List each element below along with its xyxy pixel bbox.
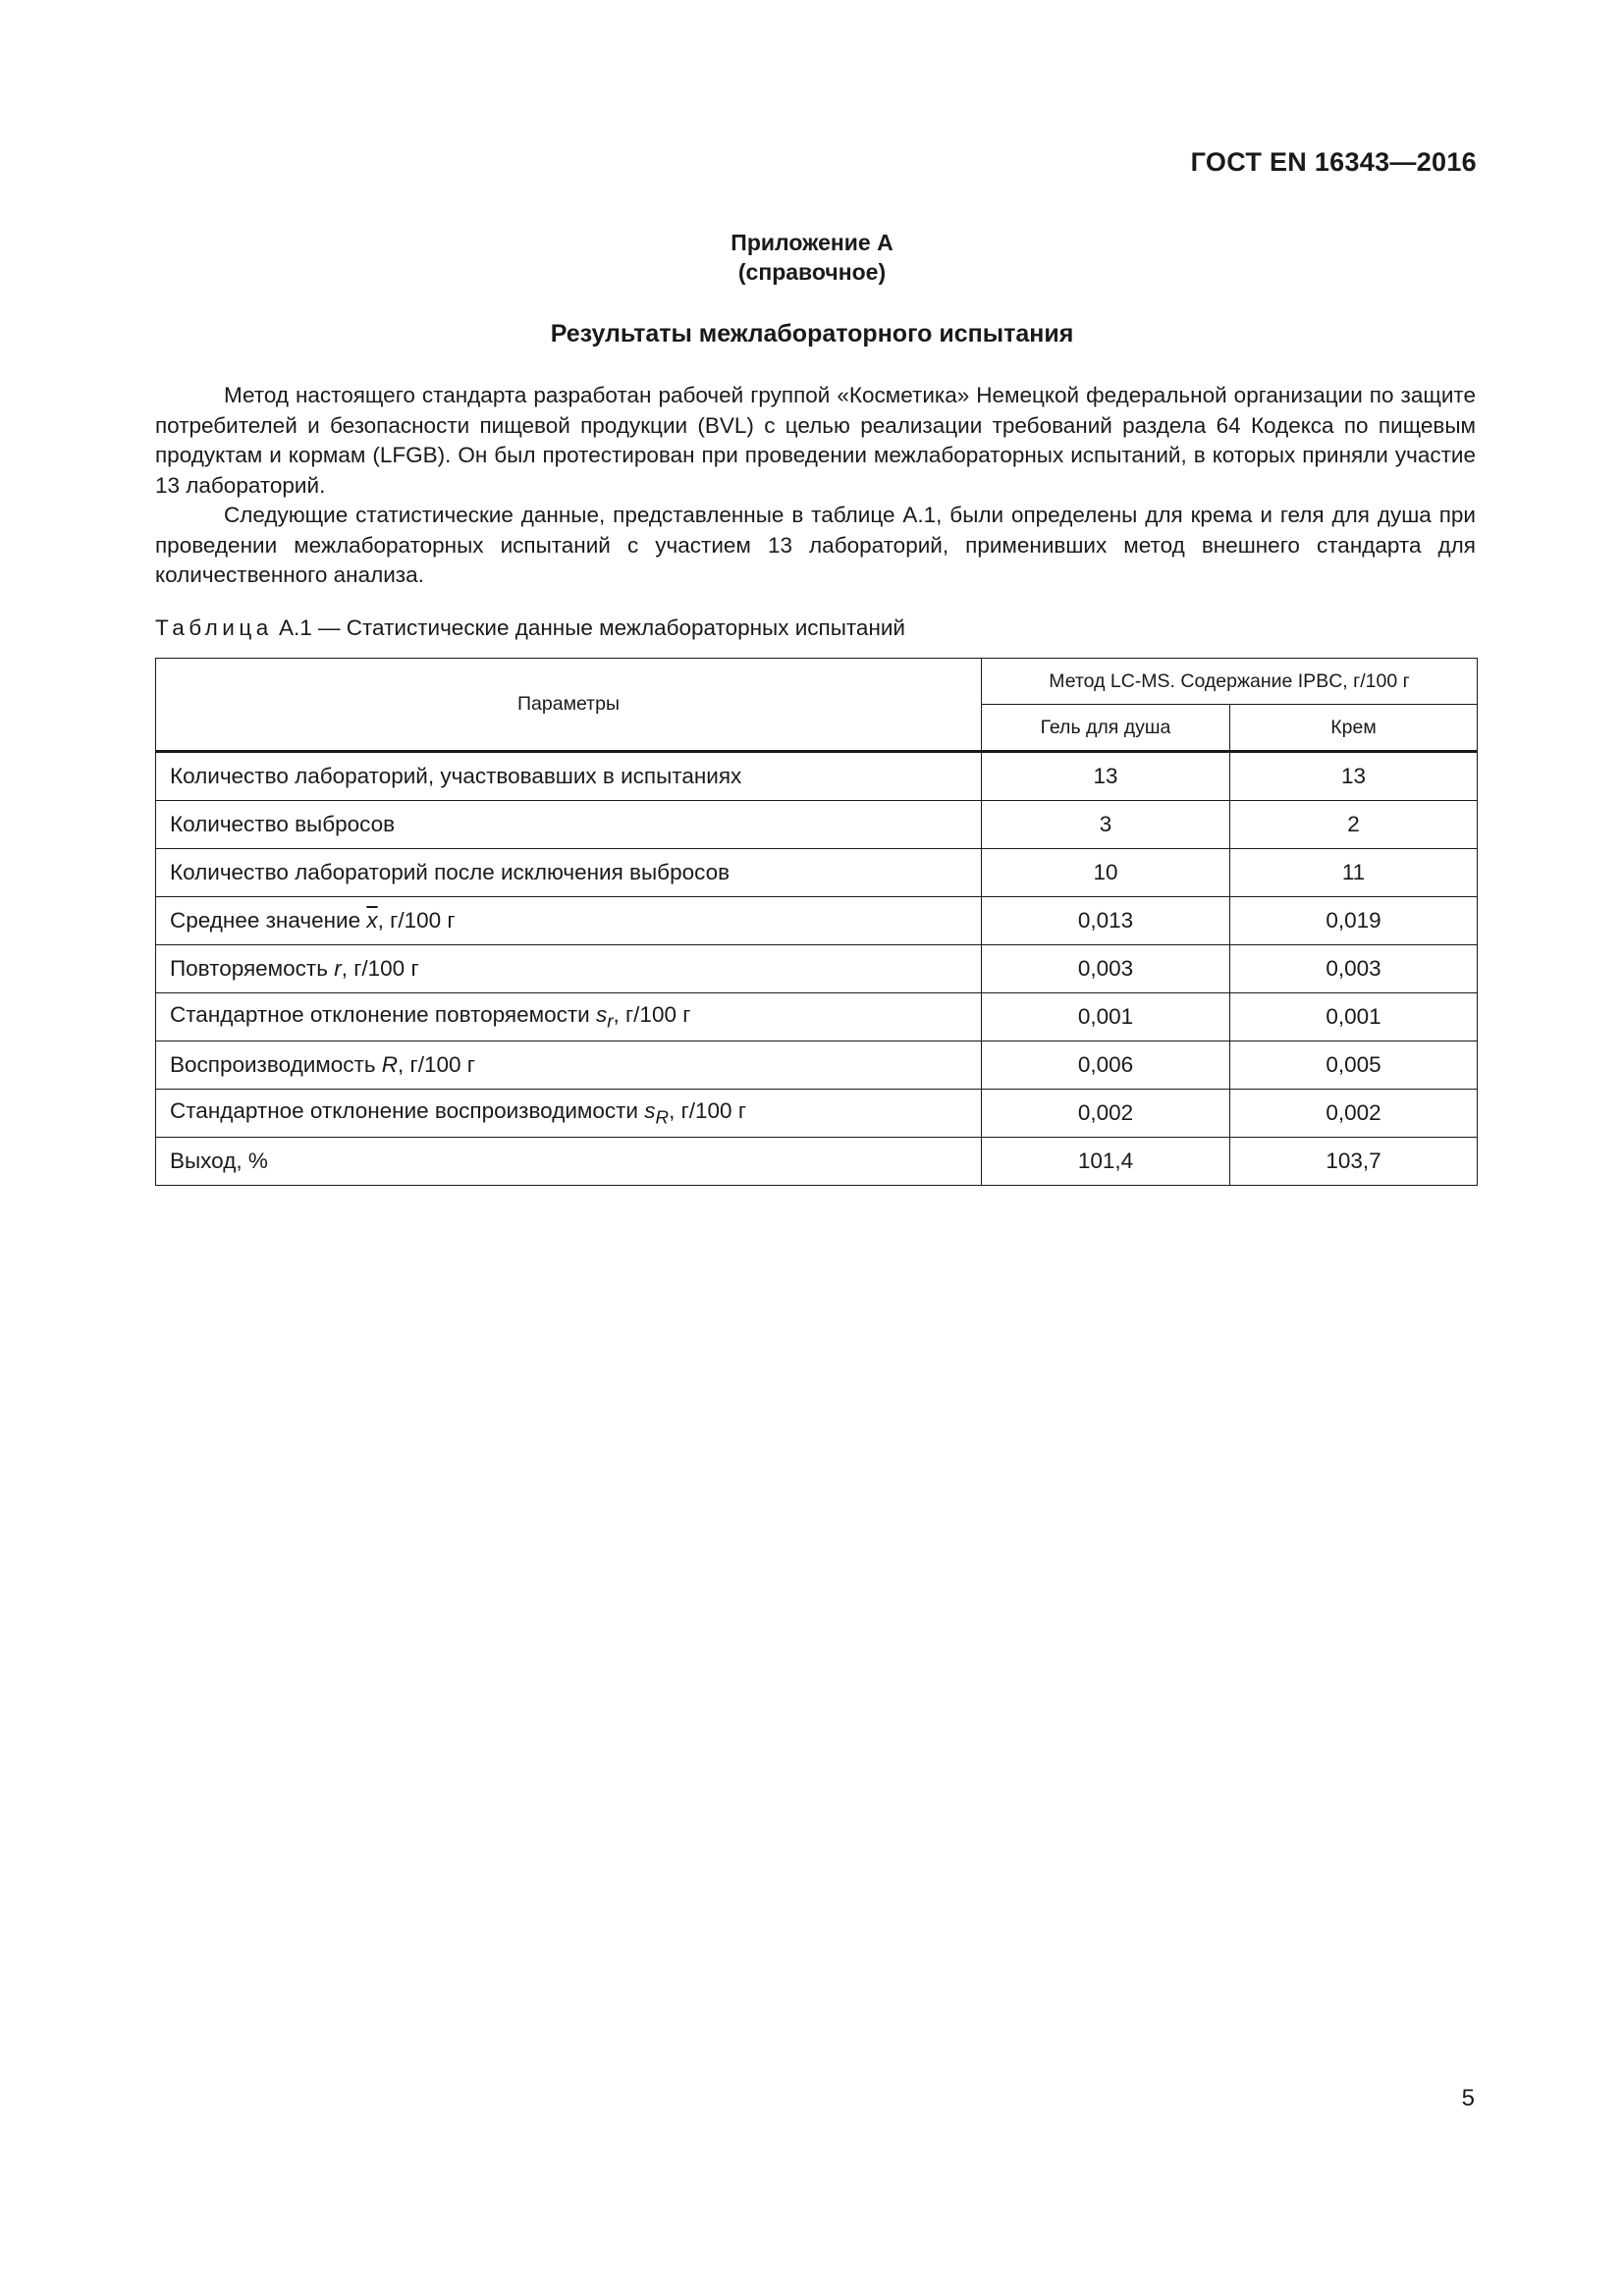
value-cell: 0,003 — [1230, 945, 1478, 993]
table-row — [156, 849, 1478, 897]
appendix-heading — [0, 228, 1624, 287]
value-cell: 0,005 — [1230, 1041, 1478, 1090]
param-cell — [156, 1041, 982, 1090]
value-cell: 0,001 — [1230, 993, 1478, 1041]
table-row — [156, 1041, 1478, 1090]
page-number: 5 — [1461, 2085, 1475, 2111]
sd-subscript: r — [607, 1010, 614, 1032]
table-row — [156, 1138, 1478, 1186]
param-cell: Количество выбросов — [156, 801, 982, 849]
value-cell: 0,002 — [1230, 1090, 1478, 1138]
value-cell: 13 — [1230, 752, 1478, 801]
param-unit: , г/100 г — [377, 908, 456, 933]
section-title: Результаты межлабораторного испытания — [550, 320, 1074, 347]
value-cell: 0,002 — [982, 1090, 1230, 1138]
value-cell: 3 — [982, 801, 1230, 849]
table-row — [156, 945, 1478, 993]
table-caption-text: А.1 — Статистические данные межлабораторных испытаний — [272, 615, 906, 640]
param-cell: Выход, % — [156, 1138, 982, 1186]
appendix-title: Приложение А — [731, 230, 893, 255]
param-cell: Количество лабораторий, участвовавших в испытаниях — [156, 752, 982, 801]
value-cell: 0,013 — [982, 897, 1230, 945]
mean-symbol: $\overline{x}$ — [366, 908, 378, 933]
param-text: Стандартное отклонение воспроизводимости — [170, 1097, 645, 1123]
value-cell: 0,003 — [982, 945, 1230, 993]
param-cell — [156, 897, 982, 945]
paragraph: Метод настоящего стандарта разработан рабочей группой «Косметика» Немецкой федеральной организации по защите потребителей и безопасности пищевой продукции (BVL) с целью реализации требований раздела 64 Кодекса по пищевым продуктам и кормам (LFGB). Он был протестирован при проведении межлабораторных испытаний, в которых приняли участие 13 лабораторий. — [155, 383, 1476, 498]
value-cell: 101,4 — [982, 1138, 1230, 1186]
paragraph: Следующие статистические данные, представленные в таблице А.1, были определены для крема и геля для душа при проведении межлабораторных испытаний с участием 13 лабораторий, применивших метод внешнего стандарта для количественного анализа. — [155, 503, 1476, 587]
param-cell — [156, 1090, 982, 1138]
sd-subscript: R — [655, 1106, 670, 1128]
header-shower-gel: Гель для душа — [982, 705, 1230, 752]
param-text: Повторяемость — [170, 956, 335, 981]
param-cell — [156, 945, 982, 993]
value-cell: 0,006 — [982, 1041, 1230, 1090]
param-cell — [156, 993, 982, 1041]
table-caption-label: Таблица — [155, 615, 273, 640]
param-text: Среднее значение — [170, 908, 367, 933]
value-cell: 0,019 — [1230, 897, 1478, 945]
table-row — [156, 801, 1478, 849]
body-text — [155, 381, 1476, 591]
value-cell: 10 — [982, 849, 1230, 897]
sd-symbol: s — [595, 1001, 608, 1027]
value-cell: 0,001 — [982, 993, 1230, 1041]
param-text: Воспроизводимость — [170, 1052, 382, 1077]
appendix-subtitle: (справочное) — [737, 259, 887, 285]
table-row — [156, 897, 1478, 945]
value-cell: 2 — [1230, 801, 1478, 849]
header-method: Метод LC-MS. Содержание IPBC, г/100 г — [982, 659, 1478, 705]
sd-symbol: s — [644, 1097, 656, 1123]
value-cell: 11 — [1230, 849, 1478, 897]
statistics-table — [155, 658, 1478, 1186]
param-text: Стандартное отклонение повторяемости — [170, 1001, 596, 1027]
param-unit: , г/100 г — [613, 1001, 691, 1027]
param-cell: Количество лабораторий после исключения выбросов — [156, 849, 982, 897]
param-unit: , г/100 г — [398, 1052, 476, 1077]
repeatability-symbol: r — [334, 956, 342, 981]
table-row — [156, 1090, 1478, 1138]
reproducibility-symbol: R — [381, 1052, 399, 1077]
document-code: ГОСТ EN 16343—2016 — [1190, 147, 1477, 177]
value-cell: 13 — [982, 752, 1230, 801]
param-unit: , г/100 г — [341, 956, 419, 981]
param-unit: , г/100 г — [669, 1097, 747, 1123]
table-caption — [155, 615, 905, 641]
header-cream: Крем — [1230, 705, 1478, 752]
value-cell: 103,7 — [1230, 1138, 1478, 1186]
table-row — [156, 752, 1478, 801]
table-row — [156, 993, 1478, 1041]
header-params: Параметры — [156, 659, 982, 752]
